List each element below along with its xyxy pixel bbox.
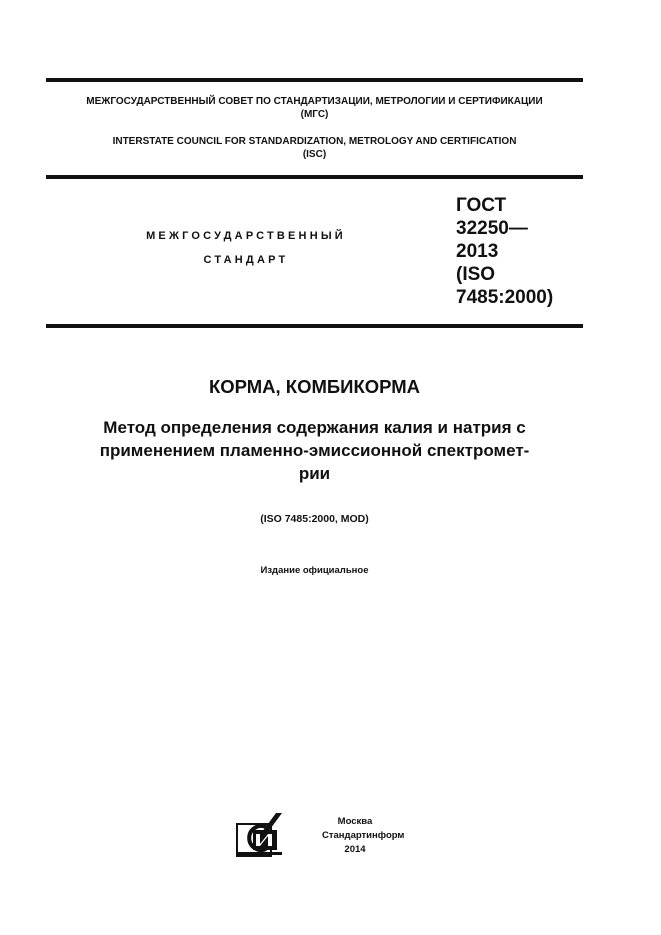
publisher-city: Москва — [337, 816, 373, 827]
document-title: КОРМА, КОМБИКОРМА — [208, 376, 421, 397]
council-en-abbr: (ISC) — [302, 149, 327, 160]
edition-label: Издание официальное — [260, 565, 369, 576]
publisher-block — [322, 815, 405, 857]
bottom-rule — [46, 324, 583, 328]
subtitle-line: рии — [298, 464, 331, 483]
council-ru-abbr: (МГС) — [300, 109, 329, 120]
standard-kind-line2: СТАНДАРТ — [203, 254, 289, 266]
subtitle-line: применением пламенно-эмиссионной спектромет- — [99, 441, 530, 460]
designation-line: 2013 — [456, 241, 499, 262]
subtitle-line: Метод определения содержания калия и натрия с — [103, 418, 526, 437]
standard-designation — [456, 194, 576, 309]
publication-year: 2014 — [344, 844, 366, 855]
designation-line: 7485:2000) — [456, 287, 554, 308]
middle-rule — [46, 175, 583, 179]
designation-line: (ISO — [456, 264, 496, 285]
document-subtitle — [46, 416, 583, 485]
council-en — [46, 135, 583, 161]
top-rule — [46, 78, 583, 82]
council-ru — [46, 95, 583, 121]
standartinform-logo-icon — [236, 812, 284, 857]
council-ru-name: МЕЖГОСУДАРСТВЕННЫЙ СОВЕТ ПО СТАНДАРТИЗАЦИИ, МЕТРОЛОГИИ И СЕРТИФИКАЦИИ — [86, 96, 543, 107]
designation-line: ГОСТ — [456, 195, 507, 216]
council-en-name: INTERSTATE COUNCIL FOR STANDARDIZATION, METROLOGY AND CERTIFICATION — [112, 136, 517, 147]
publisher-name: Стандартинформ — [322, 830, 405, 841]
designation-line: 32250— — [456, 218, 528, 239]
standard-kind-line1: МЕЖГОСУДАРСТВЕННЫЙ — [146, 230, 346, 242]
iso-reference: (ISO 7485:2000, MOD) — [260, 513, 369, 525]
